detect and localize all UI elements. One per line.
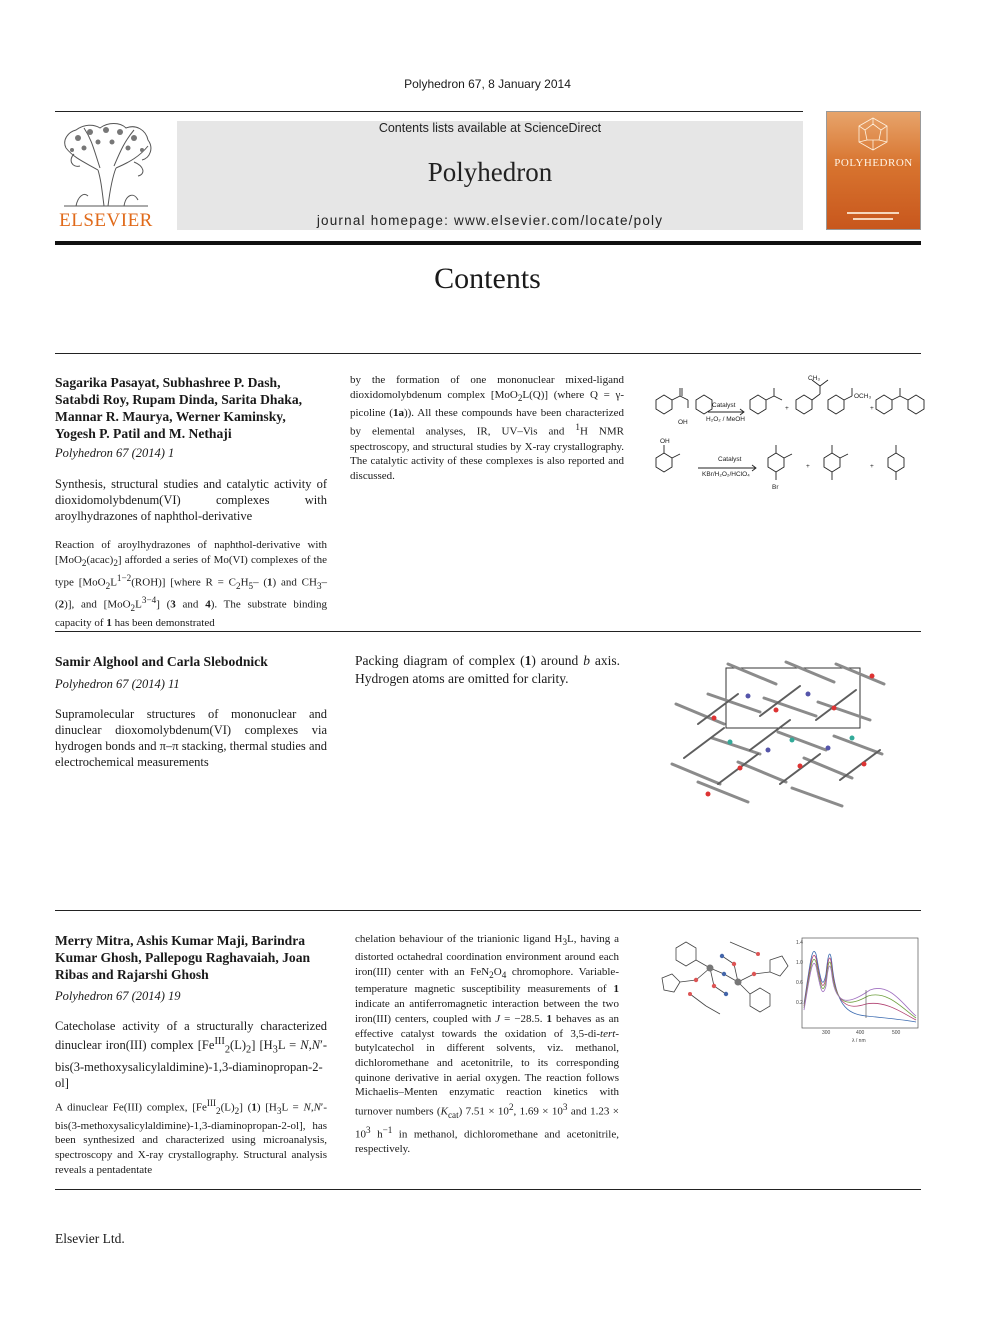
entry-3-authors: Merry Mitra, Ashis Kumar Maji, Barindra Kumar Ghosh, Pallepogu Raghavaiah, Joan Ribas and Rajarshi Ghosh xyxy=(55,933,311,982)
homepage-prefix: journal homepage: xyxy=(316,213,454,228)
svg-text:400: 400 xyxy=(856,1030,865,1036)
svg-text:0.2: 0.2 xyxy=(796,1000,803,1006)
entry-divider xyxy=(55,910,921,911)
entry-3-journal-ref[interactable]: Polyhedron 67 (2014) 19 xyxy=(55,989,181,1003)
scheme-label: + xyxy=(785,405,789,412)
entry-divider xyxy=(55,1189,921,1190)
journal-cover-thumbnail xyxy=(826,111,921,230)
entry-3-uv-vis-spectra xyxy=(796,934,922,1044)
entry-3-title[interactable]: Catecholase activity of a structurally characterized dinuclear iron(III) complex $[Fe^{III}_2(L)_2] [H_3L$ = N,N′-bis(3-methoxysalicylaldimine)-1,3-diaminopropan-2-ol] xyxy=(55,1019,327,1090)
entry-1-abstract-continued: by the formation of one mononuclear mixed-ligand dioxidomolybdenum complex [MoO$_2$L(Q)] (where Q = γ-picoline (1a)). All these compounds have been characterized by elemental analyses, IR, UV–Vis and $^1$H NMR spectroscopy, and structural studies by X-ray crystallography. The catalytic activity of these complexes is also reported and discussed. xyxy=(350,374,624,483)
page-title: Contents xyxy=(434,262,541,295)
scheme-label: + xyxy=(806,463,810,470)
svg-text:300: 300 xyxy=(822,1030,831,1036)
journal-homepage xyxy=(177,213,803,228)
entry-2-journal-ref[interactable]: Polyhedron 67 (2014) 11 xyxy=(55,677,180,691)
scheme-label: OH xyxy=(660,438,670,445)
sciencedirect-link[interactable]: ScienceDirect xyxy=(524,121,602,135)
scheme-label: + xyxy=(870,405,874,412)
journal-masthead xyxy=(177,121,803,230)
entry-2-figure-caption: Packing diagram of complex (1) around b axis. Hydrogen atoms are omitted for clarity. xyxy=(355,653,621,686)
elsevier-logo xyxy=(54,120,158,232)
svg-text:0.6: 0.6 xyxy=(796,980,803,986)
svg-text:1.4: 1.4 xyxy=(796,940,803,946)
entry-divider xyxy=(55,631,921,632)
entry-3-crystal-structure xyxy=(654,934,794,1030)
scheme-label: KBr/H₂O₂/HClO₄ xyxy=(702,471,750,478)
entry-3-abstract-continued: chelation behaviour of the trianionic ligand $H_3L$, having a distorted octahedral coordination environment around each iron(III) center with an $FeN_2O_4$ chromophore. Variable-temperature magnetic susceptibility measurements of 1 indicate an antiferromagnetic interaction between the two iron(III) centers, coupled with J = −28.5. 1 behaves as an effective catalyst towards the oxidation of 3,5-di-tert-butylcatechol in different solvents, viz. methanol, dichloromethane and acetonitrile, to its corresponding quinone derivative in aerial oxygen. The reaction follows Michaelis–Menten enzymatic reaction kinetics with turnover numbers $(K_{cat}) 7.51 \times 10^2$, $1.69 \times 10^3$ and $1.23 \times 10^3$ $h^{-1}$ in methanol, dichloromethane and acetonitrile, respectively. xyxy=(355,933,620,1156)
svg-text:500: 500 xyxy=(892,1030,901,1036)
entry-3-abstract: A dinuclear Fe(III) complex, $[Fe^{III}_2(L)_2]$ (1) [$H_3L$ = N,N′-bis(3-methoxysalicylaldimine)-1,3-diaminopropan-2-ol], has been synthesized and characterized using microanalysis, spectroscopy and X-ray crystallography. Structural analysis reveals a pentadentate xyxy=(55,1098,327,1176)
journal-title: Polyhedron xyxy=(427,157,553,187)
entry-2-title[interactable]: Supramolecular structures of mononuclear and dinuclear dioxomolybdenum(VI) complexes via hydrogen bonds and π–π stacking, thermal studies and electrochemical measurements xyxy=(55,707,327,769)
journal-issue-citation: Polyhedron 67, 8 January 2014 xyxy=(404,77,571,91)
entry-2-packing-diagram xyxy=(668,654,894,810)
homepage-link[interactable]: www.elsevier.com/locate/poly xyxy=(454,213,664,228)
entry-1-journal-ref[interactable]: Polyhedron 67 (2014) 1 xyxy=(55,446,175,460)
scheme-label: OH xyxy=(678,419,688,426)
elsevier-wordmark: ELSEVIER xyxy=(59,210,153,231)
scheme-label: Catalyst xyxy=(712,402,736,409)
entry-1-reaction-scheme xyxy=(644,372,934,504)
contents-available-prefix: Contents lists available at xyxy=(378,121,525,135)
top-divider xyxy=(55,111,803,112)
scheme-label: H₂O₂ / MeOH xyxy=(706,416,745,423)
entry-1-abstract: Reaction of aroylhydrazones of naphthol-derivative with $[MoO_2(acac)_2]$ afforded a series of Mo(VI) complexes of the type $[MoO_2L^{1-2}(ROH)]$ [where $R = C_2H_5-$ (1) and $CH_3-$ (2)], and $[MoO_2L^{3-4}]$ (3 and 4). The substrate binding capacity of 1 has been demonstrated xyxy=(55,539,328,629)
elsevier-tree-icon xyxy=(54,120,158,208)
entry-2-authors: Samir Alghool and Carla Slebodnick xyxy=(55,654,268,669)
spectra-x-label: λ / nm xyxy=(852,1038,866,1044)
scheme-label: + xyxy=(870,463,874,470)
scheme-label: Br xyxy=(772,484,779,491)
scheme-label: CH₃ xyxy=(808,375,821,382)
contents-available-note xyxy=(177,121,803,135)
scheme-label: OCH₃ xyxy=(854,393,872,400)
footer-publisher: Elsevier Ltd. xyxy=(55,1231,125,1246)
entry-divider xyxy=(55,353,921,354)
svg-text:1.0: 1.0 xyxy=(796,960,803,966)
entry-1-title[interactable]: Synthesis, structural studies and catalytic activity of dioxidomolybdenum(VI) complexes with aroylhydrazones of naphthol-derivative xyxy=(55,477,327,523)
scheme-label: Catalyst xyxy=(718,456,742,463)
cover-title: POLYHEDRON xyxy=(834,157,913,169)
entry-1-authors: Sagarika Pasayat, Subhashree P. Dash, Satabdi Roy, Rupam Dinda, Sarita Dhaka, Mannar R. Maurya, Werner Kaminsky, Yogesh P. Patil and M. Nethaji xyxy=(55,375,303,441)
header-divider xyxy=(55,241,921,245)
